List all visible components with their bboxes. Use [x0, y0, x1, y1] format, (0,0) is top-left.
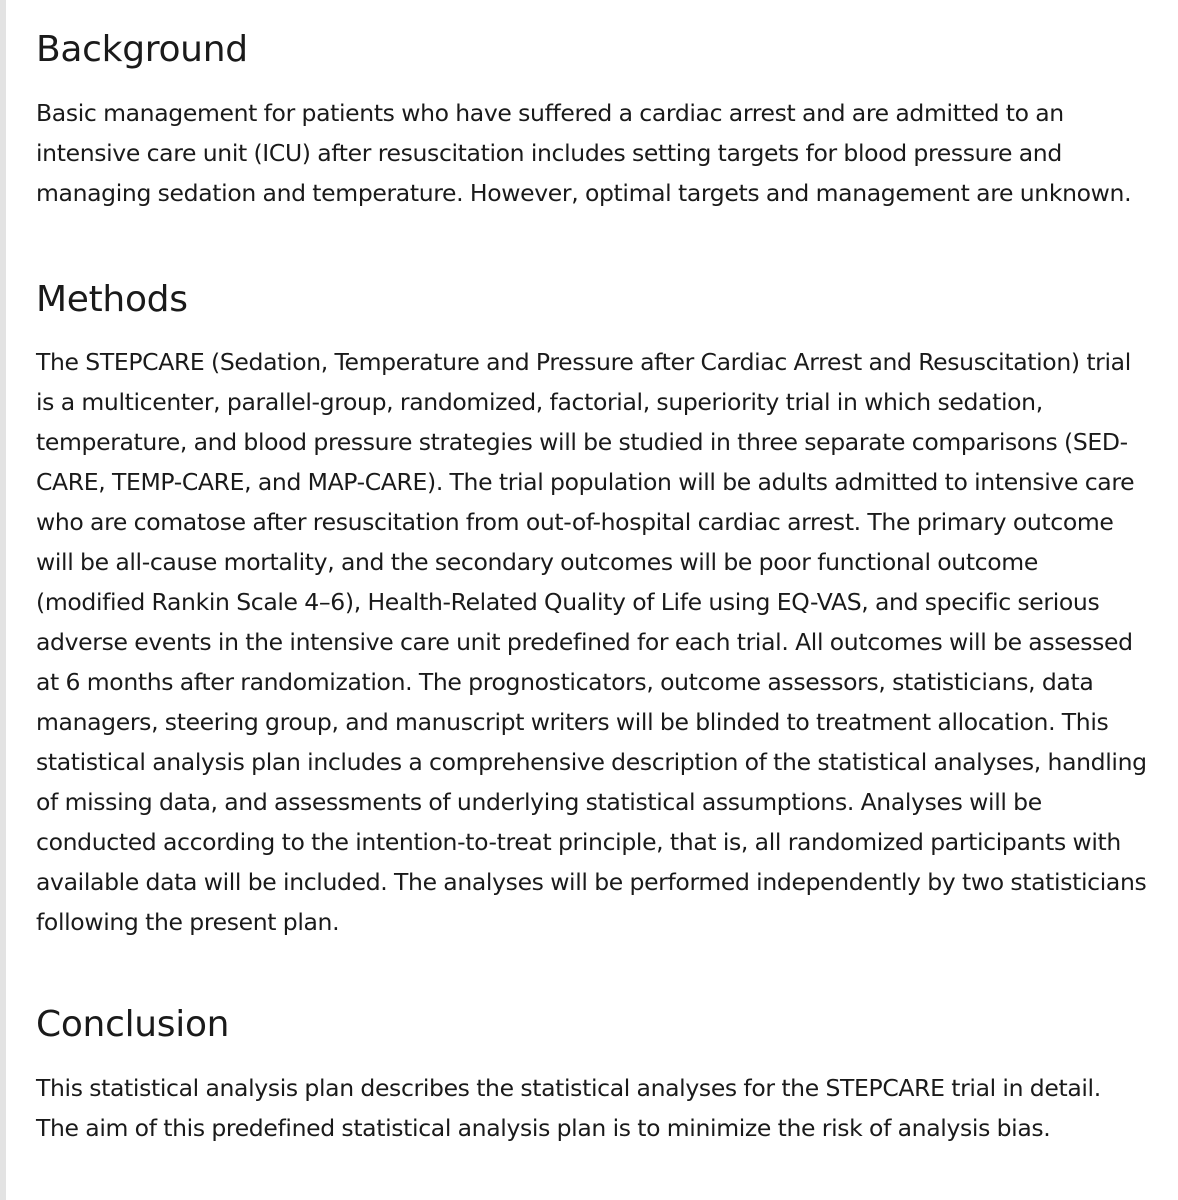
conclusion-text: This statistical analysis plan describes the statistical analyses for the STEPCARE trial in detail. The aim of this predefined statistical analysis plan is to minimize the risk of analysis bias.: [36, 1074, 1101, 1142]
conclusion-heading: Conclusion: [36, 1004, 230, 1045]
methods-heading: Methods: [36, 279, 188, 320]
background-text: Basic management for patients who have suffered a cardiac arrest and are admitted to an intensive care unit (ICU) after resuscitation includes setting targets for blood pressure and managing sedation and temperature. However, optimal targets and management are unknown.: [36, 99, 1132, 207]
methods-text: The STEPCARE (Sedation, Temperature and Pressure after Cardiac Arrest and Resuscitation) trial is a multicenter, parallel-group, randomized, factorial, superiority trial in which sedation, temperature, and blood pressure strategies will be studied in three separate comparisons (SED-CARE, TEMP-CARE, and MAP-CARE). The trial population will be adults admitted to intensive care who are comatose after resuscitation from out-of-hospital cardiac arrest. The primary outcome will be all-cause mortality, and the secondary outcomes will be poor functional outcome (modified Rankin Scale 4–6), Health-Related Quality of Life using EQ-VAS, and specific serious adverse events in the intensive care unit predefined for each trial. All outcomes will be assessed at 6 months after randomization. The prognosticators, outcome assessors, statisticians, data managers, steering group, and manuscript writers will be blinded to treatment allocation. This statistical analysis plan includes a comprehensive description of the statistical analyses, handling of missing data, and assessments of underlying statistical assumptions. Analyses will be conducted according to the intention-to-treat principle, that is, all randomized participants with available data will be included. The analyses will be performed independently by two statisticians following the present plan.: [36, 348, 1147, 936]
background-heading: Background: [36, 29, 248, 70]
left-border: [0, 0, 6, 1200]
